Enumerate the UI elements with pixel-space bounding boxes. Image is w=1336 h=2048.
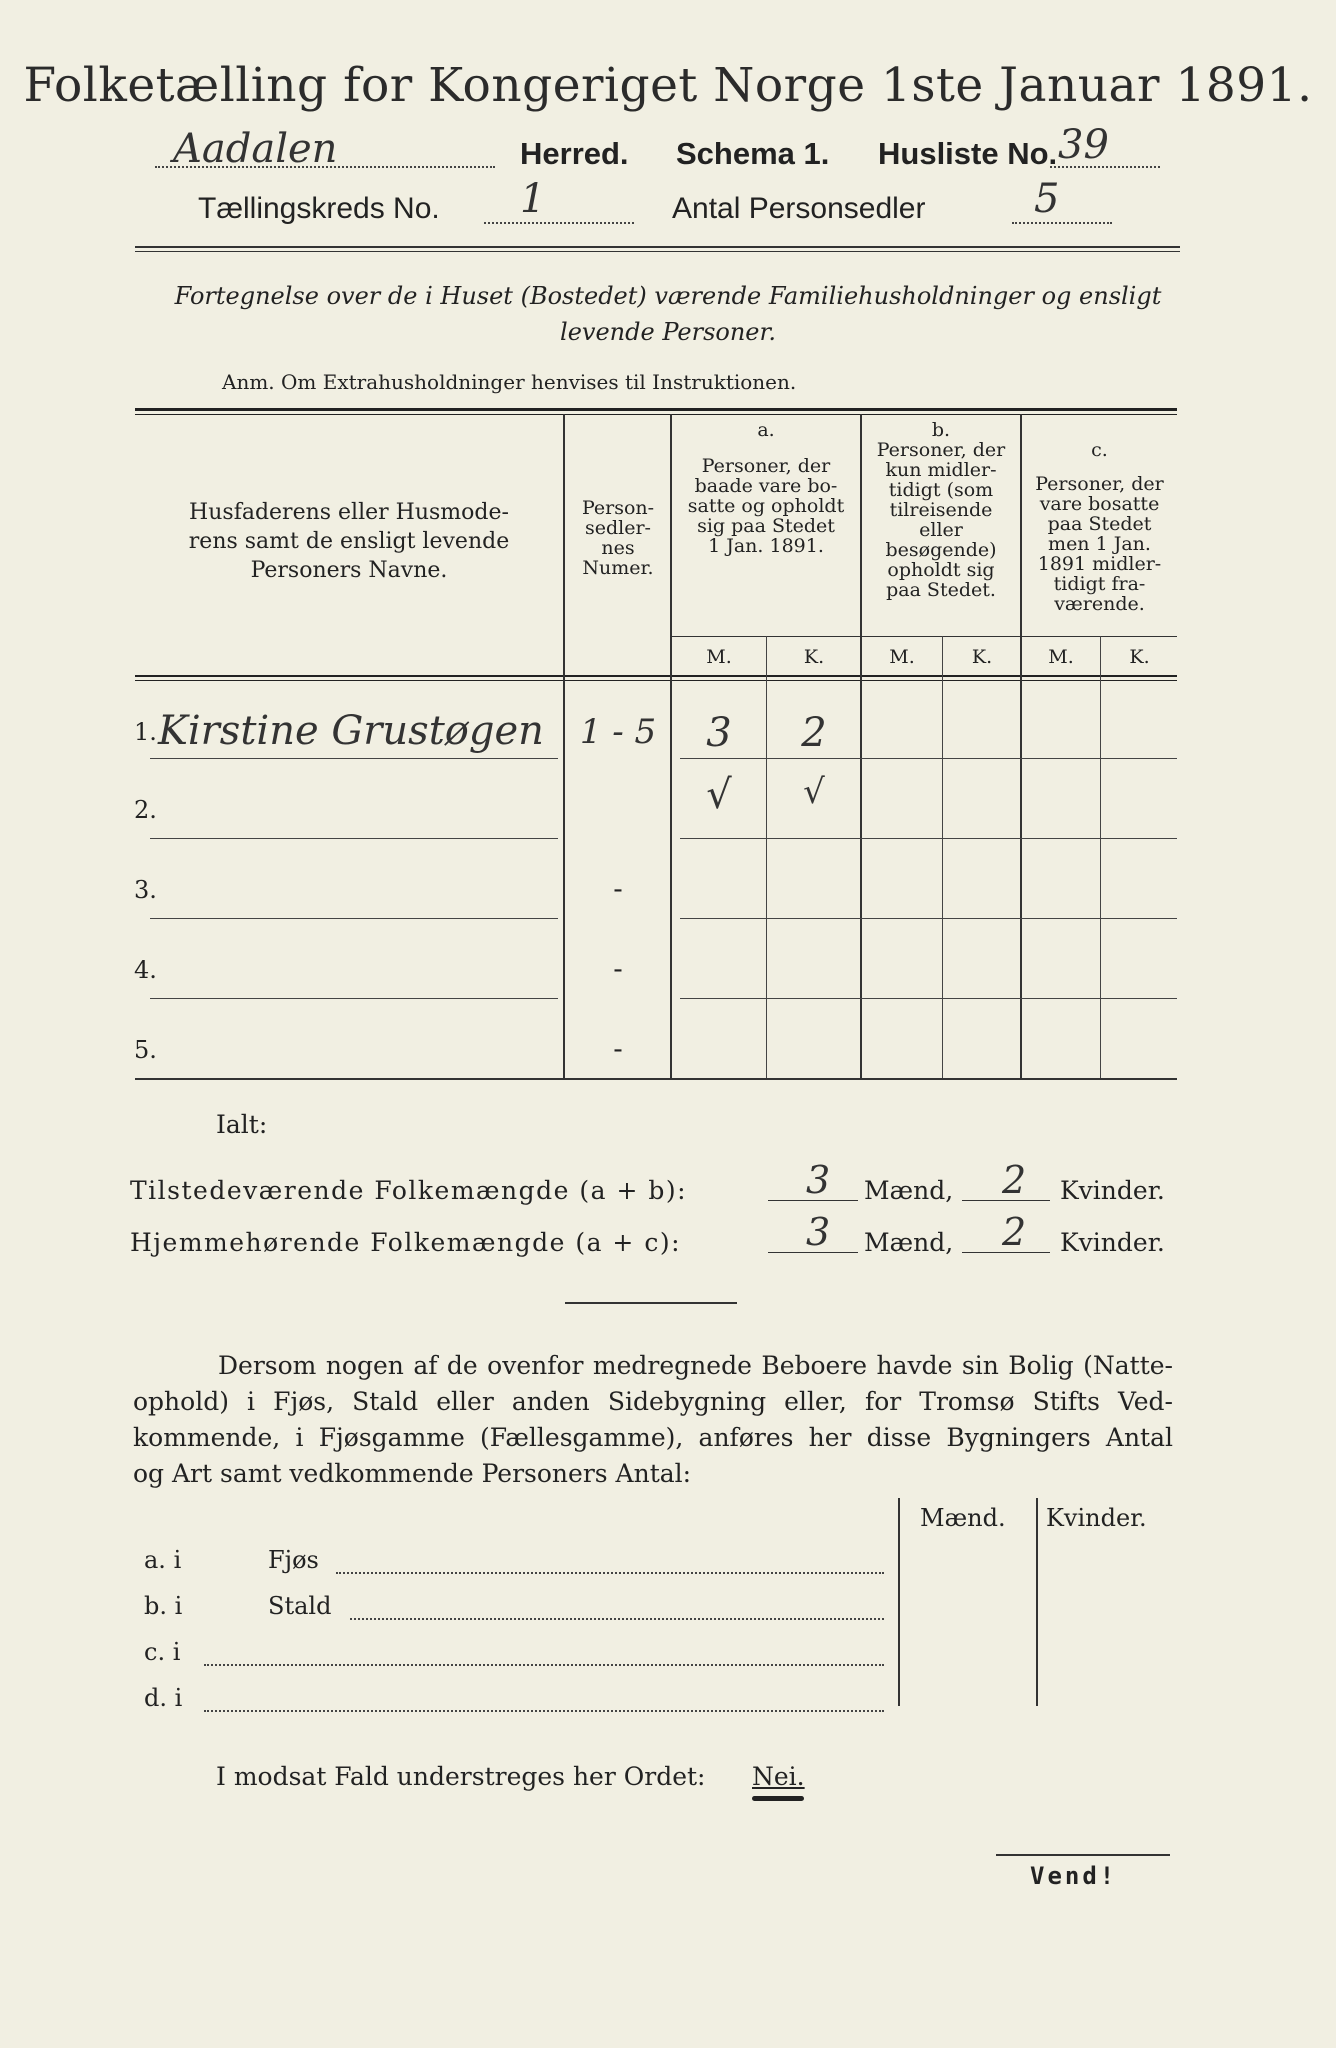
col-c-letter: c. [1091, 439, 1108, 461]
col-a-line: Personer, der [701, 455, 831, 477]
kreds-value: 1 [520, 176, 546, 222]
tilstede-label: Tilstedeværende Folkemængde (a + b): [130, 1176, 688, 1205]
anm-note: Anm. Om Extrahusholdninger henvises til Instruktionen. [222, 370, 797, 394]
row-number: 4. [134, 956, 157, 984]
vend-label: Vend! [1030, 1862, 1118, 1890]
herred-value: Aadalen [173, 126, 338, 172]
row-a-m: √ [706, 772, 732, 818]
footer-kvinder-col: Kvinder. [1046, 1504, 1147, 1532]
hjemme-label: Hjemmehørende Folkemængde (a + c): [130, 1228, 681, 1257]
schema-label: Schema 1. [676, 136, 830, 171]
footer-paragraph [133, 1348, 1173, 1492]
personsedler-field [1012, 176, 1112, 226]
a-m-header: M. [706, 646, 732, 668]
personsedler-value: 5 [1034, 176, 1060, 222]
footer-item-label: Stald [268, 1592, 332, 1620]
col-b-line: Personer, der [876, 439, 1006, 461]
tilstede-kvinder-word: Kvinder. [1060, 1176, 1165, 1205]
husliste-field [1050, 122, 1160, 170]
col-c-line: paa Stedet [1047, 513, 1152, 535]
row-a-k: 2 [801, 710, 827, 756]
tilstede-kvinder-value: 2 [1002, 1158, 1027, 1202]
row-number: 2. [134, 796, 157, 824]
col-c-line: vare bosatte [1039, 493, 1160, 515]
hjemme-kvinder-word: Kvinder. [1060, 1228, 1165, 1257]
row-sedler: - [613, 1032, 623, 1065]
row-number: 5. [134, 1036, 157, 1064]
col-b-header [862, 420, 1020, 600]
col-num-line: sedler- [585, 517, 651, 539]
tilstede-maend-field [768, 1158, 858, 1204]
b-k-header: K. [971, 646, 993, 668]
col-b-line: opholdt sig [887, 559, 995, 581]
col-c-line: Personer, der [1035, 473, 1164, 495]
subtitle-line1: Fortegnelse over de i Huset (Bostedet) værende Familiehusholdninger og ensligt [174, 282, 1162, 310]
col-num-line: Person- [581, 497, 655, 519]
row-sedler: 1 - 5 [579, 712, 657, 752]
footer-item-letter: d. i [144, 1684, 183, 1712]
col-num-line: Numer. [582, 557, 654, 579]
row-number: 3. [134, 876, 157, 904]
ialt-label: Ialt: [216, 1110, 268, 1139]
col-a-letter: a. [757, 419, 775, 441]
footer-paragraph-line: Dersom nogen af de ovenfor medregnede Beboere havde sin Bolig (Natte- [218, 1351, 1173, 1380]
col-c-line: tidigt fra- [1053, 573, 1146, 595]
hjemme-kvinder-field [962, 1210, 1050, 1256]
col-b-line: besøgende) [885, 539, 997, 561]
footer-item-label: Fjøs [268, 1546, 319, 1574]
col-name-header [140, 498, 558, 585]
col-a-line: baade vare bo- [694, 475, 838, 497]
hjemme-maend-word: Mænd, [864, 1228, 954, 1257]
row-a-m: 3 [706, 710, 732, 756]
col-a-line: 1 Jan. 1891. [708, 535, 824, 557]
col-num-line: nes [601, 537, 635, 559]
c-m-header: M. [1048, 646, 1074, 668]
row-sedler: - [613, 872, 623, 905]
col-c-line: værende. [1054, 593, 1145, 615]
b-m-header: M. [889, 646, 915, 668]
col-c-header [1022, 440, 1177, 614]
hjemme-maend-value: 3 [806, 1210, 831, 1254]
col-c-line: men 1 Jan. [1048, 533, 1151, 555]
modsat-text: I modsat Fald understreges her Ordet: [216, 1762, 706, 1791]
col-num-header [566, 498, 670, 578]
tilstede-maend-value: 3 [806, 1158, 831, 1202]
kreds-field [484, 176, 634, 226]
col-name-line: rens samt de ensligt levende [188, 529, 510, 554]
footer-paragraph-line: kommende, i Fjøsgamme (Fællesgamme), anføres her disse Bygningers Antal [133, 1423, 1173, 1452]
footer-maend-col: Mænd. [920, 1504, 1006, 1532]
footer-paragraph-line: og Art samt vedkommende Personers Antal: [133, 1459, 692, 1488]
personsedler-label: Antal Personsedler [672, 192, 926, 225]
tilstede-kvinder-field [962, 1158, 1050, 1204]
herred-field [155, 126, 495, 172]
col-b-line: kun midler- [885, 459, 997, 481]
form-title: Folketælling for Kongeriget Norge 1ste Januar 1891. [23, 58, 1313, 113]
footer-item-letter: b. i [144, 1592, 183, 1620]
nei-word: Nei. [752, 1762, 805, 1791]
col-b-line: tilreisende [889, 499, 993, 521]
c-k-header: K. [1129, 646, 1150, 668]
col-b-line: tidigt (som [888, 479, 994, 501]
col-a-line: satte og opholdt [687, 495, 845, 517]
subtitle-line2: levende Personer. [560, 318, 776, 346]
col-b-letter: b. [931, 419, 951, 441]
col-b-line: paa Stedet. [886, 579, 996, 601]
row-number: 1. [134, 718, 157, 746]
col-name-line: Personers Navne. [250, 558, 448, 583]
row-a-k: √ [803, 772, 825, 812]
footer-paragraph-line: ophold) i Fjøs, Stald eller anden Sidebygning eller, for Tromsø Stifts Ved- [133, 1387, 1173, 1416]
footer-item-letter: a. i [144, 1546, 182, 1574]
footer-item-letter: c. i [144, 1638, 181, 1666]
tilstede-maend-word: Mænd, [864, 1176, 954, 1205]
col-name-line: Husfaderens eller Husmode- [189, 500, 509, 525]
husliste-value: 39 [1058, 122, 1109, 168]
row-name: Kirstine Grustøgen [158, 708, 544, 754]
col-a-header [672, 420, 860, 556]
kreds-label: Tællingskreds No. [198, 192, 440, 225]
row-sedler: - [613, 952, 623, 985]
nei-underline [752, 1796, 804, 1801]
hjemme-kvinder-value: 2 [1002, 1210, 1027, 1254]
col-a-line: sig paa Stedet [697, 515, 835, 537]
col-b-line: eller [919, 519, 963, 541]
husliste-label: Husliste No. [878, 136, 1058, 171]
herred-label: Herred. [520, 136, 629, 171]
hjemme-maend-field [768, 1210, 858, 1256]
a-k-header: K. [803, 646, 825, 668]
col-c-line: 1891 midler- [1037, 553, 1162, 575]
